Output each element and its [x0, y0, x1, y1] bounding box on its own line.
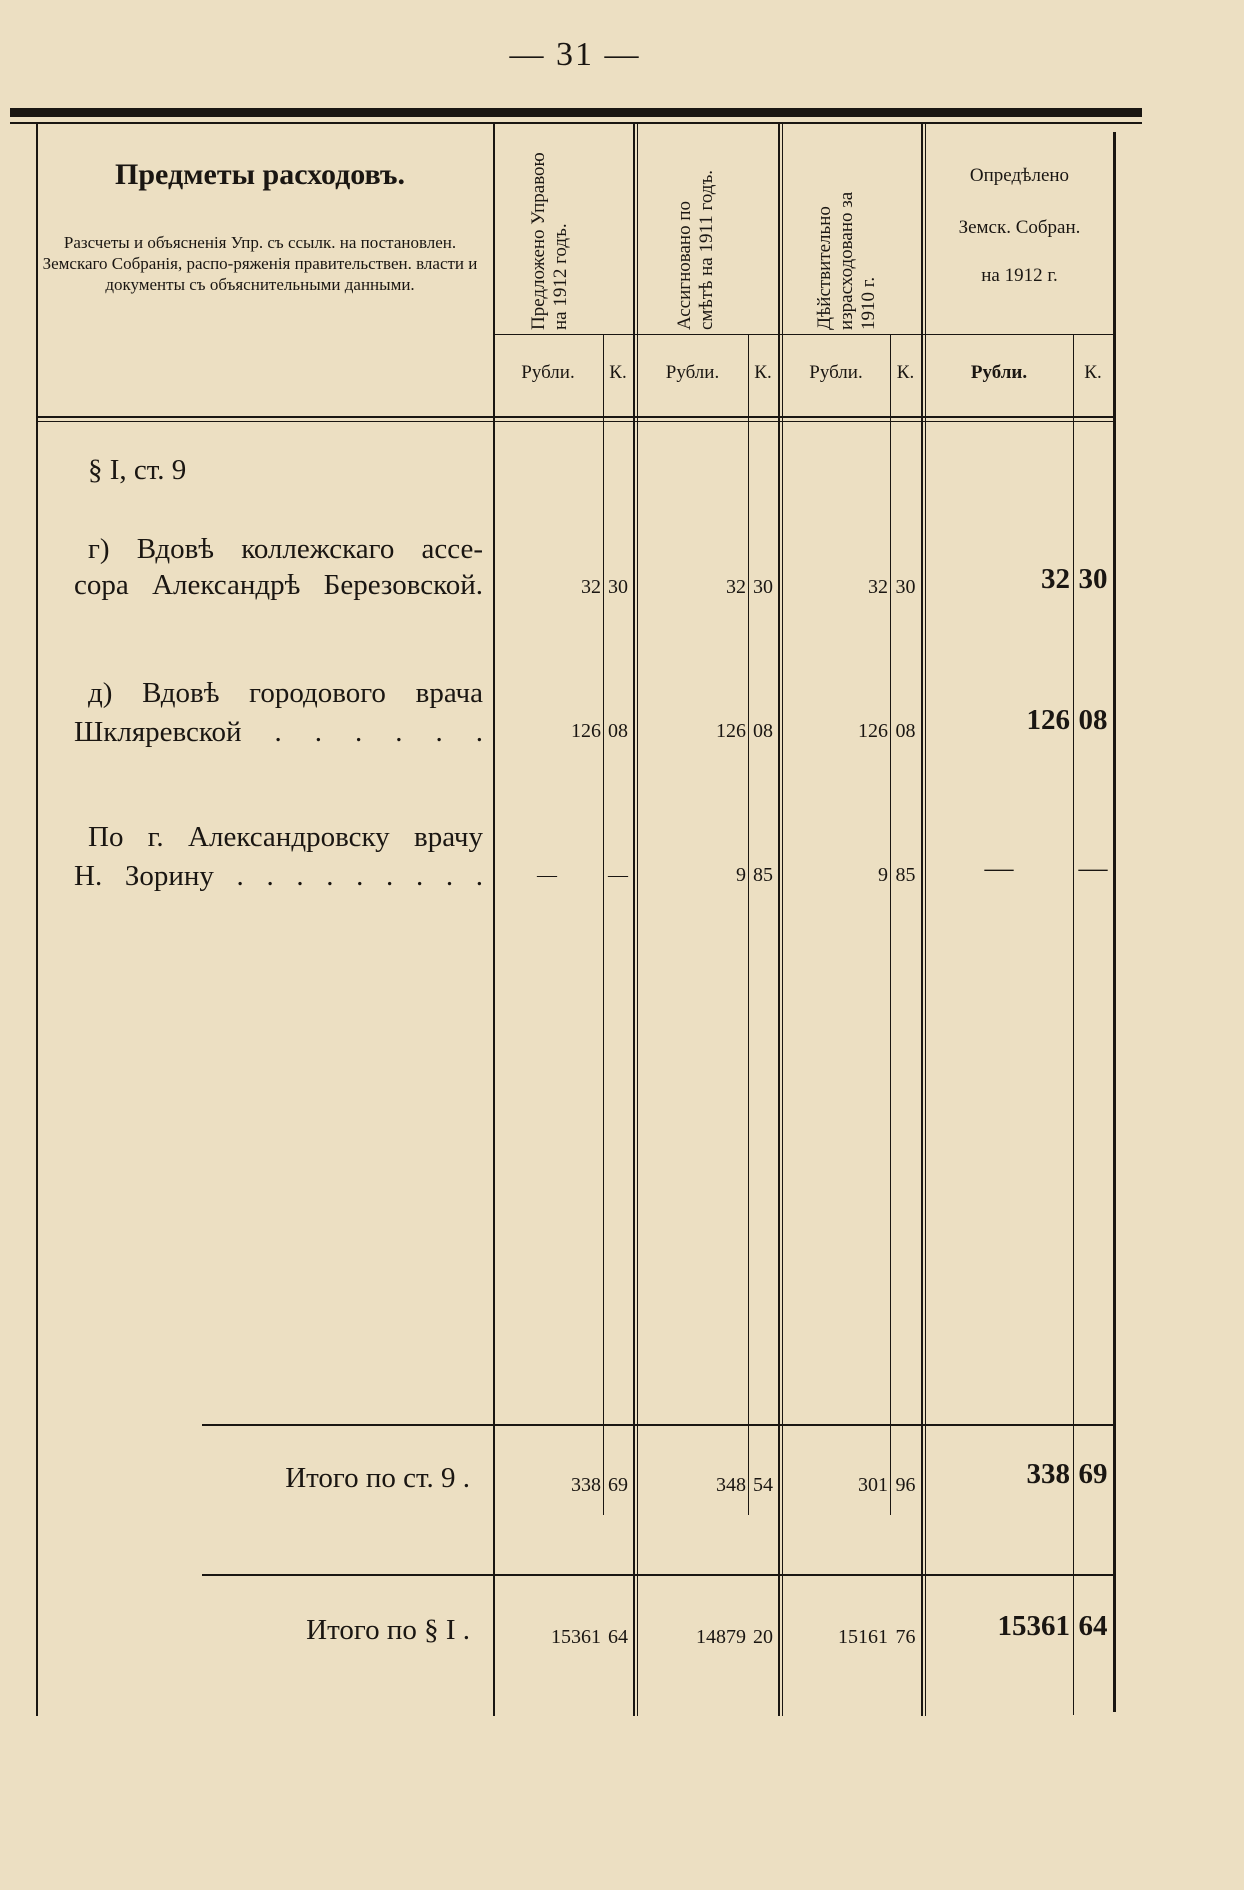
total-2-label: Итого по § I . — [306, 1614, 470, 1646]
unit-rub-determined: Рубли. — [970, 362, 1028, 383]
row-3-text-line-2: Н. Зорину . . . . . . . . . — [74, 860, 483, 892]
total-2-assigned-kop: 20 — [753, 1626, 773, 1648]
row-2-text-line-1: д) Вдовѣ городового врача — [88, 677, 483, 709]
total-1-determined-rub: 338 — [1026, 1458, 1070, 1490]
row-2-spent-rub: 126 — [858, 720, 888, 742]
total-2-determined-kop: 64 — [1078, 1610, 1108, 1642]
col-line-kop2 — [748, 335, 749, 1515]
row-1-spent-rub: 32 — [868, 576, 888, 598]
total-1-spent-kop: 96 — [895, 1474, 916, 1496]
row-3-assigned-rub: 9 — [736, 864, 746, 886]
row-1-proposed-kop: 30 — [608, 576, 628, 598]
col-line-left — [36, 124, 38, 1716]
unit-kop-spent: К. — [896, 362, 915, 383]
total-2-determined-rub: 15361 — [997, 1610, 1070, 1642]
row-3-text-line-1: По г. Александровску врачу — [88, 821, 483, 853]
row-2-spent-kop: 08 — [895, 720, 916, 742]
section-heading: § I, ст. 9 — [88, 454, 187, 486]
row-2-determined-kop: 08 — [1078, 704, 1108, 736]
row-3-proposed-kop: — — [608, 864, 628, 886]
total-2-spent-kop: 76 — [895, 1626, 916, 1648]
row-1-assigned-kop: 30 — [753, 576, 773, 598]
page-number: — 31 — — [509, 36, 641, 73]
header-subtitle: Разсчеты и объясненія Упр. съ ссылк. на постановлен. Земскаго Собранія, распо-ряженія правительствен. власти и документы съ объяснительными данными. — [42, 233, 478, 294]
unit-rub-assigned: Рубли. — [665, 362, 720, 383]
row-1-determined-rub: 32 — [1041, 563, 1070, 595]
total-1-assigned-kop: 54 — [753, 1474, 773, 1496]
row-3-determined-kop: — — [1078, 852, 1108, 884]
col-head-proposed: Предложено Управою на 1912 годъ. — [528, 152, 571, 330]
total-2-proposed-kop: 64 — [608, 1626, 628, 1648]
row-1-determined-kop: 30 — [1078, 563, 1108, 595]
row-2-text-line-2: Шкляревской . . . . . . — [74, 716, 483, 748]
row-1-proposed-rub: 32 — [581, 576, 601, 598]
row-2-proposed-kop: 08 — [608, 720, 628, 742]
total-2-line — [202, 1574, 1114, 1576]
col-head-determined-1: Опредѣлено — [969, 165, 1070, 186]
total-2-assigned-rub: 14879 — [696, 1626, 746, 1648]
col-line-right — [1113, 132, 1116, 1712]
total-1-assigned-rub: 348 — [716, 1474, 746, 1496]
unit-rub-spent: Рубли. — [809, 362, 863, 383]
unit-kop-proposed: К. — [609, 362, 627, 383]
row-1-spent-kop: 30 — [895, 576, 916, 598]
col-head-assigned: Ассигновано по смѣтѣ на 1911 годъ. — [674, 169, 717, 330]
unit-rub-proposed: Рубли. — [521, 362, 575, 383]
row-3-proposed-rub: — — [537, 864, 557, 886]
total-1-spent-rub: 301 — [858, 1474, 888, 1496]
col-line-spent — [921, 124, 923, 1716]
col-line-kop4 — [1073, 335, 1074, 1715]
header-bottom-line-double — [36, 421, 1116, 422]
col-head-spent: Дѣйствительно израсходовано за 1910 г. — [814, 191, 879, 330]
top-rule — [10, 108, 1142, 117]
col-line-kop3 — [890, 335, 891, 1515]
top-rule-thin — [10, 122, 1142, 124]
header-title: Предметы расходовъ. — [115, 158, 405, 191]
col-line-proposed — [633, 124, 635, 1716]
col-head-determined-3: на 1912 г. — [981, 265, 1058, 286]
total-2-proposed-rub: 15361 — [551, 1626, 601, 1648]
row-2-assigned-rub: 126 — [716, 720, 746, 742]
total-1-proposed-rub: 338 — [571, 1474, 601, 1496]
header-bottom-line — [36, 416, 1116, 418]
total-1-label: Итого по ст. 9 . — [285, 1462, 470, 1494]
unit-row-line — [493, 334, 1115, 335]
row-2-proposed-rub: 126 — [571, 720, 601, 742]
row-2-assigned-kop: 08 — [753, 720, 773, 742]
row-3-spent-rub: 9 — [878, 864, 888, 886]
col-line-assigned — [778, 124, 780, 1716]
total-1-proposed-kop: 69 — [608, 1474, 628, 1496]
col-head-determined-2: Земск. Собран. — [958, 217, 1081, 238]
row-1-assigned-rub: 32 — [726, 576, 746, 598]
row-3-spent-kop: 85 — [895, 864, 916, 886]
unit-kop-assigned: К. — [754, 362, 772, 383]
unit-kop-determined: К. — [1084, 362, 1102, 383]
row-2-determined-rub: 126 — [1026, 704, 1070, 736]
row-3-determined-rub: — — [984, 852, 1014, 884]
col-line-kop1 — [603, 335, 604, 1515]
row-1-text-line-1: г) Вдовѣ коллежскаго ассе- — [88, 533, 483, 565]
total-1-determined-kop: 69 — [1078, 1458, 1108, 1490]
row-3-assigned-kop: 85 — [753, 864, 773, 886]
row-1-text-line-2: сора Александрѣ Березовской. — [74, 569, 483, 601]
total-2-spent-rub: 15161 — [838, 1626, 888, 1648]
total-1-line — [202, 1424, 1114, 1426]
